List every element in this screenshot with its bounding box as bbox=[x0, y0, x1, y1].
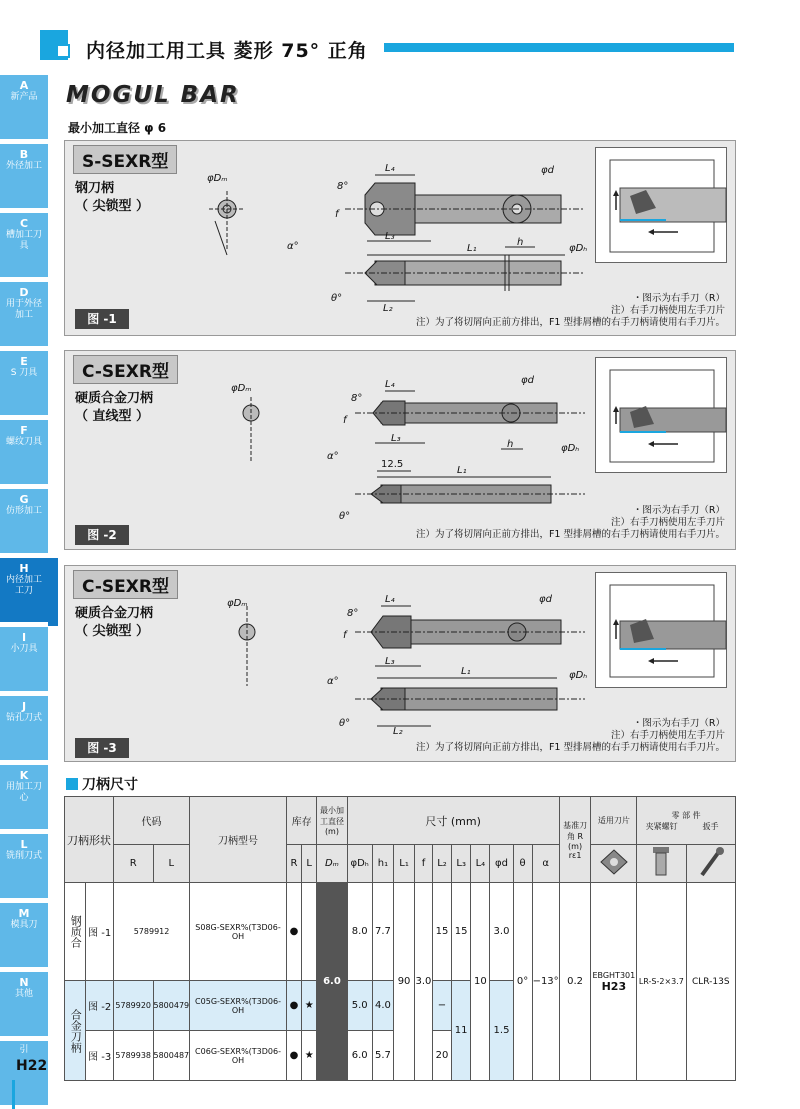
panel-subtitle: 钢刀柄 bbox=[75, 181, 115, 196]
row-stock-r: ● bbox=[286, 1031, 301, 1081]
row-fig: 图 -2 bbox=[86, 981, 114, 1031]
page-title: 内径加工用工具 菱形 75° 正角 bbox=[86, 40, 368, 62]
panel-title: C-SEXR型 bbox=[73, 570, 178, 599]
label-alpha: α° bbox=[287, 241, 299, 252]
panel-c-sexr-straight bbox=[64, 350, 736, 550]
theta-value: 0° bbox=[513, 883, 532, 1081]
sidebar bbox=[0, 75, 48, 1055]
label-L2: L₂ bbox=[383, 303, 393, 314]
usage-diagram-1-svg bbox=[596, 148, 726, 262]
col-header-dm: Dₘ bbox=[317, 845, 347, 883]
label-L3: L₃ bbox=[385, 656, 395, 667]
col-header-model: 刀柄型号 bbox=[190, 797, 287, 883]
label-h: h bbox=[507, 439, 514, 450]
sidebar-item-index[interactable] bbox=[0, 1041, 48, 1109]
row-L2: 20 bbox=[432, 1031, 451, 1081]
label-L4: L₄ bbox=[385, 163, 395, 174]
L3-carbide-value: 11 bbox=[452, 981, 471, 1081]
label-theta: θ° bbox=[339, 511, 351, 522]
label-theta: θ° bbox=[331, 293, 343, 304]
sidebar-item-label: 新产品 bbox=[10, 92, 38, 102]
d-carbide-value: 1.5 bbox=[490, 981, 513, 1081]
row-stock-r: ● bbox=[286, 981, 301, 1031]
f-value: 3.0 bbox=[415, 883, 433, 1081]
insert-code: EBGHT301 bbox=[592, 970, 636, 980]
row-h1: 7.7 bbox=[372, 883, 393, 981]
col-header-stock: 库存 bbox=[286, 797, 316, 845]
screw-icon bbox=[646, 845, 676, 879]
group-label-steel: 钢质合 bbox=[65, 883, 86, 981]
sidebar-item-label: 外径加工 bbox=[6, 161, 43, 171]
label-f: f bbox=[343, 630, 347, 641]
note-line: ・图示为右手刀（R） bbox=[632, 293, 725, 304]
sidebar-item-letter: H bbox=[19, 562, 29, 575]
label-f: f bbox=[343, 415, 347, 426]
row-L2: − bbox=[432, 981, 451, 1031]
L4-value: 10 bbox=[471, 883, 490, 1081]
sidebar-item-c[interactable] bbox=[0, 213, 48, 281]
sidebar-item-label: 内径加工工刀 bbox=[6, 575, 43, 596]
label-Dh: φDₕ bbox=[569, 243, 588, 254]
sidebar-item-letter: B bbox=[19, 148, 29, 161]
label-L1: L₁ bbox=[467, 243, 477, 254]
sidebar-item-i[interactable] bbox=[0, 627, 48, 695]
sidebar-item-g[interactable] bbox=[0, 489, 48, 557]
sidebar-item-label: 模具刀 bbox=[10, 920, 38, 930]
label-8deg: 8° bbox=[347, 608, 359, 619]
sidebar-item-j[interactable] bbox=[0, 696, 48, 764]
label-Dh: φDₕ bbox=[569, 670, 588, 681]
figure-label: 图 -1 bbox=[75, 309, 129, 329]
wrench-value: CLR-13S bbox=[686, 883, 736, 1081]
col-header-min-dia: 最小加工直径(m) bbox=[317, 797, 347, 845]
sidebar-item-label: 用于外径加工 bbox=[6, 299, 43, 320]
sidebar-item-e[interactable] bbox=[0, 351, 48, 419]
sidebar-item-letter: M bbox=[18, 907, 30, 920]
note-line: 注）为了将切屑向正前方排出，F1 型排屑槽的右手刀柄请使用右手刀片。 bbox=[415, 742, 725, 753]
label-L2: L₂ bbox=[393, 726, 403, 737]
sidebar-item-m[interactable] bbox=[0, 903, 48, 971]
insert-icon bbox=[597, 847, 631, 877]
label-L1: L₁ bbox=[457, 465, 467, 476]
col-header-insert: 适用刀片 bbox=[591, 797, 637, 845]
label-Dm: φDₘ bbox=[207, 173, 228, 184]
row-Dh: 5.0 bbox=[347, 981, 372, 1031]
group-label-carbide: 合金刀柄 bbox=[65, 981, 86, 1081]
row-L2: 15 bbox=[432, 883, 451, 981]
label-h: h bbox=[517, 237, 524, 248]
figure-label: 图 -3 bbox=[75, 738, 129, 758]
col-header-code-r: R bbox=[113, 845, 153, 883]
wrench-icon bbox=[696, 845, 726, 879]
label-phi-d: φd bbox=[539, 594, 552, 605]
sidebar-item-b[interactable] bbox=[0, 144, 48, 212]
sidebar-active-tab bbox=[48, 558, 58, 626]
sidebar-item-a[interactable] bbox=[0, 75, 48, 143]
label-alpha: α° bbox=[327, 676, 339, 687]
sidebar-item-k[interactable] bbox=[0, 765, 48, 833]
panel-title: S-SEXR型 bbox=[73, 145, 177, 174]
label-theta: θ° bbox=[339, 718, 351, 729]
note-line: 注）右手刀柄使用左手刀片 bbox=[610, 305, 725, 316]
row-h1: 4.0 bbox=[372, 981, 393, 1031]
col-header-shape: 刀柄形状 bbox=[65, 797, 114, 883]
panel-s-sexr bbox=[64, 140, 736, 336]
sidebar-item-f[interactable] bbox=[0, 420, 48, 488]
label-L3: L₃ bbox=[385, 231, 395, 242]
header-accent-bar bbox=[384, 43, 734, 52]
tool-drawing-2 bbox=[205, 361, 585, 526]
row-stock-l: ★ bbox=[302, 1031, 317, 1081]
note-line: 注）为了将切屑向正前方排出，F1 型排屑槽的右手刀柄请使用右手刀片。 bbox=[415, 529, 725, 540]
sidebar-item-d[interactable] bbox=[0, 282, 48, 350]
note-line: ・图示为右手刀（R） bbox=[632, 505, 725, 516]
panel-notes bbox=[416, 718, 725, 754]
col-header-dim: α bbox=[532, 845, 559, 883]
panel-notes bbox=[416, 505, 725, 541]
header-square-inner-icon bbox=[56, 44, 70, 58]
label-Dm: φDₘ bbox=[231, 383, 252, 394]
row-stock-r: ● bbox=[286, 883, 301, 981]
col-header-dim: L₃ bbox=[452, 845, 471, 883]
panel-subtitle: 硬质合金刀柄 bbox=[75, 606, 154, 621]
col-header-dim: φDₕ bbox=[347, 845, 372, 883]
note-line: 注）为了将切屑向正前方排出，F1 型排屑槽的右手刀柄请使用右手刀片。 bbox=[415, 317, 725, 328]
sidebar-item-label: 引 bbox=[19, 1045, 29, 1055]
wrench-label: 扳手 bbox=[702, 821, 719, 831]
col-header-dim: θ bbox=[513, 845, 532, 883]
row-d: 3.0 bbox=[490, 883, 513, 981]
usage-diagram-3-svg bbox=[596, 573, 726, 687]
sidebar-item-label: 槽加工刀具 bbox=[6, 230, 43, 251]
re1-label: rε1 bbox=[568, 850, 582, 860]
L1-value: 90 bbox=[394, 883, 415, 1081]
parts-label: 零 部 件 bbox=[671, 810, 701, 820]
sidebar-item-h[interactable] bbox=[0, 558, 48, 626]
sidebar-item-letter: E bbox=[20, 355, 28, 368]
wrench-image bbox=[686, 845, 736, 883]
col-header-dim: L₄ bbox=[471, 845, 490, 883]
label-8deg: 8° bbox=[351, 393, 363, 404]
col-header-ref-corner bbox=[559, 797, 591, 883]
sidebar-item-letter: A bbox=[19, 79, 29, 92]
section-square-icon bbox=[66, 778, 78, 790]
col-header-parts bbox=[637, 797, 736, 845]
panel-subtitle-type: （ 尖锁型 ） bbox=[75, 624, 150, 639]
screw-label: 夹紧螺钉 bbox=[645, 821, 678, 831]
row-code-l: 5800479 bbox=[153, 981, 190, 1031]
label-f: f bbox=[335, 209, 339, 220]
label-L4: L₄ bbox=[385, 379, 395, 390]
col-header-code: 代码 bbox=[113, 797, 189, 845]
col-header-dims: 尺寸 (mm) bbox=[347, 797, 559, 845]
sidebar-item-letter: N bbox=[19, 976, 29, 989]
col-header-code-l: L bbox=[153, 845, 190, 883]
min-diameter-label: 最小加工直径 φ 6 bbox=[68, 121, 167, 135]
usage-diagram-1 bbox=[595, 147, 727, 263]
row-code-r: 5789938 bbox=[113, 1031, 153, 1081]
re-value: 0.2 bbox=[559, 883, 591, 1081]
tool-drawing-1 bbox=[205, 151, 588, 314]
usage-diagram-2-svg bbox=[596, 358, 726, 472]
row-h1: 5.7 bbox=[372, 1031, 393, 1081]
row-code-r: 5789912 bbox=[113, 883, 189, 981]
sidebar-item-letter: J bbox=[21, 700, 27, 713]
sidebar-item-letter: I bbox=[21, 631, 27, 644]
row-stock-l bbox=[302, 883, 317, 981]
row-code-l: 5800487 bbox=[153, 1031, 190, 1081]
sidebar-item-label: 铣削刀式 bbox=[6, 851, 43, 861]
panel-subtitle-type: （ 尖锁型 ） bbox=[75, 199, 150, 214]
label-Dm: φDₘ bbox=[227, 598, 248, 609]
min-dia-value: 6.0 bbox=[317, 883, 347, 1081]
figure-label: 图 -2 bbox=[75, 525, 129, 545]
row-Dh: 6.0 bbox=[347, 1031, 372, 1081]
page-number-line bbox=[12, 1080, 15, 1109]
label-phi-d: φd bbox=[521, 375, 534, 386]
sidebar-item-letter: G bbox=[19, 493, 29, 506]
label-8deg: 8° bbox=[337, 181, 349, 192]
note-line: 注）右手刀柄使用左手刀片 bbox=[610, 517, 725, 528]
screw-value: LR-S-2×3.7 bbox=[637, 883, 686, 1081]
label-L3: L₃ bbox=[391, 433, 401, 444]
holder-dimension-table bbox=[64, 796, 736, 1081]
usage-diagram-3 bbox=[595, 572, 727, 688]
sidebar-item-l[interactable] bbox=[0, 834, 48, 902]
sidebar-item-letter: K bbox=[19, 769, 29, 782]
col-header-dim: h₁ bbox=[372, 845, 393, 883]
note-line: ・图示为右手刀（R） bbox=[632, 718, 725, 729]
note-line: 注）右手刀柄使用左手刀片 bbox=[610, 730, 725, 741]
sidebar-item-letter: F bbox=[20, 424, 28, 437]
row-Dh: 8.0 bbox=[347, 883, 372, 981]
row-fig: 图 -3 bbox=[86, 1031, 114, 1081]
alpha-value: −13° bbox=[532, 883, 559, 1081]
page-number: H22 bbox=[16, 1058, 48, 1074]
label-phi-d: φd bbox=[541, 165, 554, 176]
label-L4: L₄ bbox=[385, 594, 395, 605]
panel-subtitle: 硬质合金刀柄 bbox=[75, 391, 154, 406]
section-title: 刀柄尺寸 bbox=[82, 777, 138, 793]
row-model: C05G-SEXR%(T3D06-OH bbox=[190, 981, 287, 1031]
label-Dh: φDₕ bbox=[561, 443, 580, 454]
row-fig: 图 -1 bbox=[86, 883, 114, 981]
panel-title: C-SEXR型 bbox=[73, 355, 178, 384]
label-L1: L₁ bbox=[461, 666, 471, 677]
sidebar-item-letter: L bbox=[20, 838, 28, 851]
panel-subtitle-type: （ 直线型 ） bbox=[75, 409, 150, 424]
insert-grade: H23 bbox=[601, 979, 627, 993]
col-header-dim: L₂ bbox=[432, 845, 451, 883]
row-model: S08G-SEXR%(T3D06-OH bbox=[190, 883, 287, 981]
sidebar-item-label: 螺纹刀具 bbox=[6, 437, 43, 447]
sidebar-item-label: S 刀具 bbox=[10, 368, 38, 378]
col-header-stock-r: R bbox=[286, 845, 301, 883]
col-header-dim: f bbox=[415, 845, 433, 883]
sidebar-item-letter: C bbox=[19, 217, 29, 230]
col-header-dim: L₁ bbox=[394, 845, 415, 883]
sidebar-item-label: 仿形加工 bbox=[6, 506, 43, 516]
row-L3: 15 bbox=[452, 883, 471, 981]
label-12-5: 12.5 bbox=[381, 459, 404, 470]
row-code-r: 5789920 bbox=[113, 981, 153, 1031]
col-header-stock-l: L bbox=[302, 845, 317, 883]
row-stock-l: ★ bbox=[302, 981, 317, 1031]
sidebar-item-label: 钻孔刀式 bbox=[6, 713, 43, 723]
col-header-dim: φd bbox=[490, 845, 513, 883]
panel-notes bbox=[416, 293, 725, 329]
sidebar-item-label: 用加工刀心 bbox=[6, 782, 43, 803]
brand-logo: MOGUL BAR bbox=[66, 82, 240, 108]
sidebar-item-letter: D bbox=[19, 286, 29, 299]
insert-value bbox=[591, 883, 637, 1081]
panel-c-sexr-pointed bbox=[64, 565, 736, 762]
ref-corner-label: 基准刀角 R (m) bbox=[563, 820, 588, 851]
sidebar-item-label: 其他 bbox=[14, 989, 33, 999]
sidebar-item-label: 小刀具 bbox=[10, 644, 38, 654]
usage-diagram-2 bbox=[595, 357, 727, 473]
sidebar-item-n[interactable] bbox=[0, 972, 48, 1040]
screw-image bbox=[637, 845, 686, 883]
label-alpha: α° bbox=[327, 451, 339, 462]
tool-drawing-3 bbox=[205, 576, 588, 737]
insert-image bbox=[591, 845, 637, 883]
row-model: C06G-SEXR%(T3D06-OH bbox=[190, 1031, 287, 1081]
